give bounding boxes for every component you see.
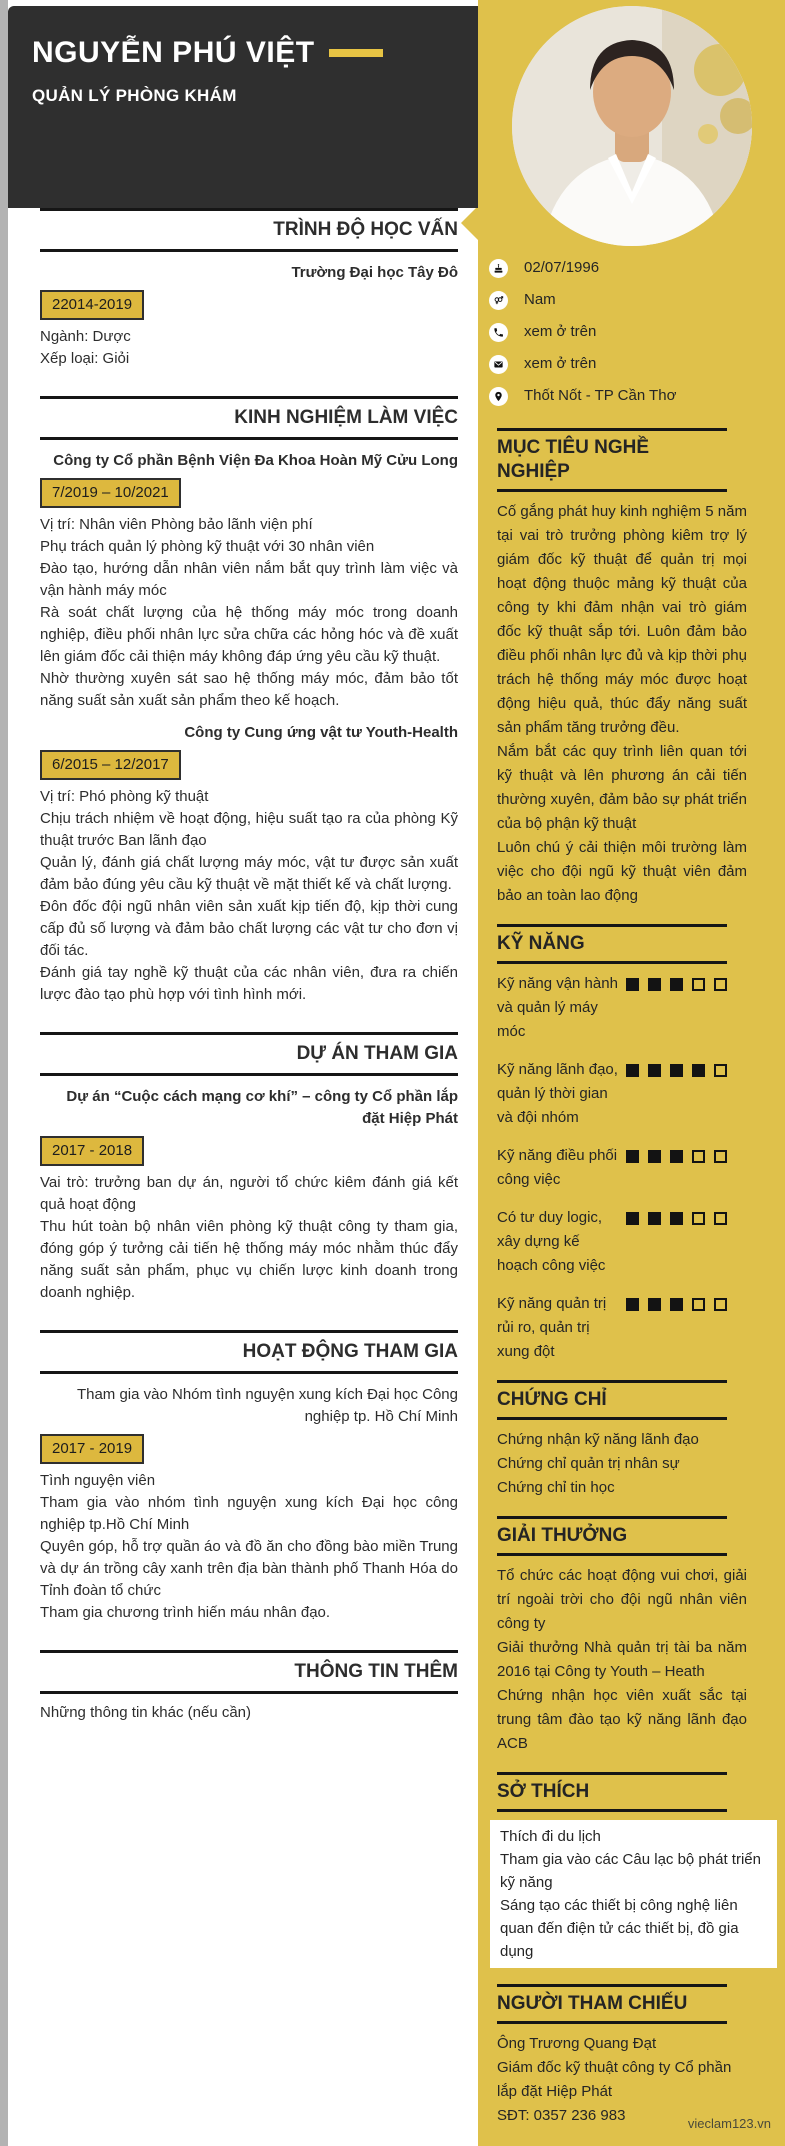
job-description-line: Vị trí: Nhân viên Phòng bảo lãnh viện phí [40, 516, 313, 533]
job-description-line: Đôn đốc đội ngũ nhân viên sản xuất kịp tiến độ, kịp thời cung cấp đủ số lượng và đảm bảo chất lượng các vật tư cho đơn vị đối tác. [40, 898, 458, 959]
email-icon [489, 355, 508, 374]
period-badge: 22014-2019 [40, 290, 144, 320]
job-description-line: Quản lý, đánh giá chất lượng máy móc, vật tư được sản xuất đảm bảo đúng yêu cầu kỹ thuật về mặt thiết kế và chất lượng. [40, 854, 458, 893]
project-period-row [40, 1136, 458, 1166]
section-title-reference: NGƯỜI THAM CHIẾU [497, 1984, 727, 2024]
skill-square-filled [670, 1212, 683, 1225]
skill-label: Kỹ năng vận hành và quản lý máy móc [497, 975, 618, 1040]
job-description-line: Rà soát chất lượng của hệ thống máy móc trong doanh nghiệp, điều phối nhân lực sửa chữa các hỏng hóc và đề xuất lên giám đốc cải thiện máy không đáp ứng yêu cầu kỹ thuật. [40, 604, 458, 665]
skill-square-filled [670, 978, 683, 991]
location-icon [489, 387, 508, 406]
skill-square-empty [692, 1298, 705, 1311]
main-column [40, 208, 458, 1724]
reference-list [497, 2032, 747, 2128]
section-title-hobbies: SỞ THÍCH [497, 1772, 727, 1812]
objective-paragraph: Nắm bắt các quy trình liên quan tới kỹ thuật và lên phương án cải tiến thường xuyên, đảm bảo sự phát triển của bộ phận kỹ thuật [497, 743, 747, 832]
skill-square-empty [692, 978, 705, 991]
site-watermark: vieclam123.vn [687, 2116, 771, 2131]
skill-square-filled [670, 1298, 683, 1311]
skill-square-empty [714, 1064, 727, 1077]
project-description-line: Thu hút toàn bộ nhân viên phòng kỹ thuật công ty tham gia, đóng góp ý tưởng cải tiến hệ thống máy móc nhằm thúc đẩy năng suất sản phẩm, phục vụ chiến lược kinh doanh trong doanh nghiệp. [40, 1218, 458, 1301]
project-description-line: Vai trò: trưởng ban dự án, người tổ chức kiêm đánh giá kết quả hoạt động [40, 1174, 458, 1213]
job-description-line: Đào tạo, hướng dẫn nhân viên nắm bắt quy trình làm việc và vận hành máy móc [40, 560, 458, 599]
hobby-line: Thích đi du lịch [500, 1828, 601, 1845]
award-line: Chứng nhận học viên xuất sắc tại trung tâm đào tạo kỹ năng lãnh đạo ACB [497, 1687, 747, 1752]
section-title-additional-info: THÔNG TIN THÊM [40, 1650, 458, 1694]
period-badge: 2017 - 2018 [40, 1136, 144, 1166]
project-name: Dự án “Cuộc cách mạng cơ khí” – công ty Cổ phần lắp đặt Hiệp Phát [66, 1088, 458, 1127]
skill-rating [626, 1298, 727, 1364]
name-row [32, 36, 383, 70]
phone-icon [489, 323, 508, 342]
education-details [40, 326, 458, 370]
skill-square-empty [714, 1298, 727, 1311]
job-description-line: Phụ trách quản lý phòng kỹ thuật với 30 nhân viên [40, 538, 375, 555]
certificate-line: Chứng chỉ quản trị nhân sự [497, 1455, 680, 1472]
sidebar-column [497, 252, 761, 2128]
address-value: Thốt Nốt - TP Cần Thơ [524, 387, 677, 404]
job-description-line: Chịu trách nhiệm về hoạt động, hiệu suất tạo ra của phòng Kỹ thuật trước Ban lãnh đạo [40, 810, 458, 849]
section-title-certificates: CHỨNG CHỈ [497, 1380, 727, 1420]
project-description [40, 1172, 458, 1304]
profile-photo-illustration [512, 6, 752, 246]
skills-list [497, 972, 747, 1364]
accent-dash [329, 49, 383, 57]
skill-square-empty [692, 1212, 705, 1225]
sidebar-notch [461, 206, 478, 240]
company-name: Công ty Cổ phần Bệnh Viện Đa Khoa Hoàn Mỹ Cửu Long [53, 452, 458, 469]
section-title-projects: DỰ ÁN THAM GIA [40, 1032, 458, 1076]
hobbies-box [490, 1820, 777, 1968]
job-description-line: Nhờ thường xuyên sát sao hệ thống máy móc, đảm bảo tốt năng suất sản xuất sản phẩm theo kế hoạch. [40, 670, 458, 709]
section-title-objective: MỤC TIÊU NGHỀ NGHIỆP [497, 428, 727, 492]
reference-line: Giám đốc kỹ thuật công ty Cổ phần lắp đặt Hiệp Phát [497, 2059, 732, 2100]
activity-description-line: Quyên góp, hỗ trợ quần áo và đồ ăn cho đồng bào miền Trung và dự án trồng cây xanh trên địa bàn thành phố Thanh Hóa do Tỉnh đoàn tổ chức [40, 1538, 458, 1599]
job-description-line: Vị trí: Phó phòng kỹ thuật [40, 788, 209, 805]
objective-paragraphs [497, 500, 747, 908]
job-description [40, 514, 458, 712]
skill-rating [626, 978, 727, 1044]
skill-item [497, 1292, 747, 1364]
section-title-skills: KỸ NĂNG [497, 924, 727, 964]
skill-square-filled [626, 978, 639, 991]
activity-period-row [40, 1434, 458, 1464]
skill-square-filled [626, 1064, 639, 1077]
gender-icon [489, 291, 508, 310]
job-description [40, 786, 458, 1006]
award-line: Giải thưởng Nhà quản trị tài ba năm 2016 tại Công ty Youth – Heath [497, 1639, 747, 1680]
contact-email-row [489, 348, 747, 380]
skill-label: Kỹ năng lãnh đạo, quản lý thời gian và đội nhóm [497, 1061, 618, 1126]
skill-square-filled [626, 1212, 639, 1225]
skill-item [497, 1058, 747, 1130]
activity-organization: Tham gia vào Nhóm tình nguyện xung kích Đại học Công nghiệp tp. Hồ Chí Minh [76, 1386, 458, 1425]
job-period-row [40, 750, 458, 780]
skill-rating [626, 1064, 727, 1130]
section-title-education: TRÌNH ĐỘ HỌC VẤN [40, 208, 458, 252]
skill-square-filled [692, 1064, 705, 1077]
skill-square-filled [648, 1212, 661, 1225]
job-period-row [40, 478, 458, 508]
additional-info-note: Những thông tin khác (nếu cần) [40, 1704, 252, 1721]
period-badge: 7/2019 – 10/2021 [40, 478, 181, 508]
awards-list [497, 1564, 747, 1756]
period-badge: 6/2015 – 12/2017 [40, 750, 181, 780]
contact-birthday-row [489, 252, 747, 284]
objective-paragraph: Cố gắng phát huy kinh nghiệm 5 năm tại vai trò trưởng phòng kiêm trợ lý giám đốc kỹ thuật để quản trị mọi hoạt động thuộc mảng kỹ thuật của công ty khi đảm nhận vai trò giám đốc kỹ thuật sắp tới. Luôn đảm bảo điều phối nhân lực đủ và kịp thời phụ trách hệ thống máy móc được hoạt động hiệu quả, thúc đẩy năng suất sản phẩm tăng trưởng đều. [497, 503, 747, 736]
section-title-experience: KINH NGHIỆM LÀM VIỆC [40, 396, 458, 440]
section-title-awards: GIẢI THƯỞNG [497, 1516, 727, 1556]
skill-item [497, 972, 747, 1044]
name-header [8, 6, 478, 208]
birthday-icon [489, 259, 508, 278]
skill-label: Có tư duy logic, xây dựng kế hoạch công việc [497, 1209, 606, 1274]
skill-square-filled [670, 1150, 683, 1163]
candidate-job-title: QUẢN LÝ PHÒNG KHÁM [32, 86, 237, 105]
skill-square-filled [626, 1298, 639, 1311]
skill-label: Kỹ năng quản trị rủi ro, quản trị xung đột [497, 1295, 607, 1360]
skill-rating [626, 1150, 727, 1192]
education-period-row [40, 290, 458, 320]
page-left-edge [0, 0, 8, 2146]
skill-square-filled [648, 1064, 661, 1077]
skill-square-empty [714, 1150, 727, 1163]
skill-item [497, 1206, 747, 1278]
period-badge: 2017 - 2019 [40, 1434, 144, 1464]
birthday-value: 02/07/1996 [524, 259, 600, 276]
gender-value: Nam [524, 291, 556, 308]
skill-square-empty [714, 1212, 727, 1225]
skill-square-empty [692, 1150, 705, 1163]
contact-address-row [489, 380, 747, 412]
skill-square-filled [648, 1150, 661, 1163]
job-entry [40, 722, 458, 1006]
skill-item [497, 1144, 747, 1192]
school-name: Trường Đại học Tây Đô [291, 264, 458, 281]
reference-line: SĐT: 0357 236 983 [497, 2107, 626, 2124]
job-entry [40, 450, 458, 712]
certificate-line: Chứng chỉ tin học [497, 1479, 615, 1496]
award-line: Tổ chức các hoạt động vui chơi, giải trí ngoài trời cho đội ngũ nhân viên công ty [497, 1567, 747, 1632]
reference-line: Ông Trương Quang Đạt [497, 2035, 657, 2052]
phone-value: xem ở trên [524, 323, 597, 340]
objective-paragraph: Luôn chú ý cải thiện môi trường làm việc cho đội ngũ kỹ thuật viên đảm bảo an toàn lao động [497, 839, 747, 904]
certificate-line: Chứng nhận kỹ năng lãnh đạo [497, 1431, 699, 1448]
section-title-activities: HOẠT ĐỘNG THAM GIA [40, 1330, 458, 1374]
skill-label: Kỹ năng điều phối công việc [497, 1147, 618, 1188]
education-detail-line: Ngành: Dược [40, 328, 131, 345]
email-value: xem ở trên [524, 355, 597, 372]
contact-gender-row [489, 284, 747, 316]
skill-square-filled [670, 1064, 683, 1077]
skill-square-filled [626, 1150, 639, 1163]
candidate-name: NGUYỄN PHÚ VIỆT [32, 36, 315, 69]
skill-square-empty [714, 978, 727, 991]
education-detail-line: Xếp loại: Giỏi [40, 350, 130, 367]
hobby-line: Sáng tạo các thiết bị công nghệ liên quan đến điện tử các thiết bị, đồ gia dụng [500, 1897, 739, 1960]
skill-square-filled [648, 978, 661, 991]
certificates-list [497, 1428, 747, 1500]
company-name: Công ty Cung ứng vật tư Youth-Health [184, 724, 458, 741]
activity-description-line: Tham gia chương trình hiến máu nhân đạo. [40, 1604, 331, 1621]
job-description-line: Đánh giá tay nghề kỹ thuật của các nhân viên, đưa ra chiến lược đào tạo phù hợp với tình hình mới. [40, 964, 458, 1003]
hobby-line: Tham gia vào các Câu lạc bộ phát triển kỹ năng [500, 1851, 761, 1891]
skill-square-filled [648, 1298, 661, 1311]
contact-phone-row [489, 316, 747, 348]
activity-description-line: Tình nguyện viên [40, 1472, 156, 1489]
profile-photo [512, 6, 752, 246]
activity-description-line: Tham gia vào nhóm tình nguyện xung kích Đại học công nghiệp tp.Hồ Chí Minh [40, 1494, 458, 1533]
skill-rating [626, 1212, 727, 1278]
activity-description [40, 1470, 458, 1624]
